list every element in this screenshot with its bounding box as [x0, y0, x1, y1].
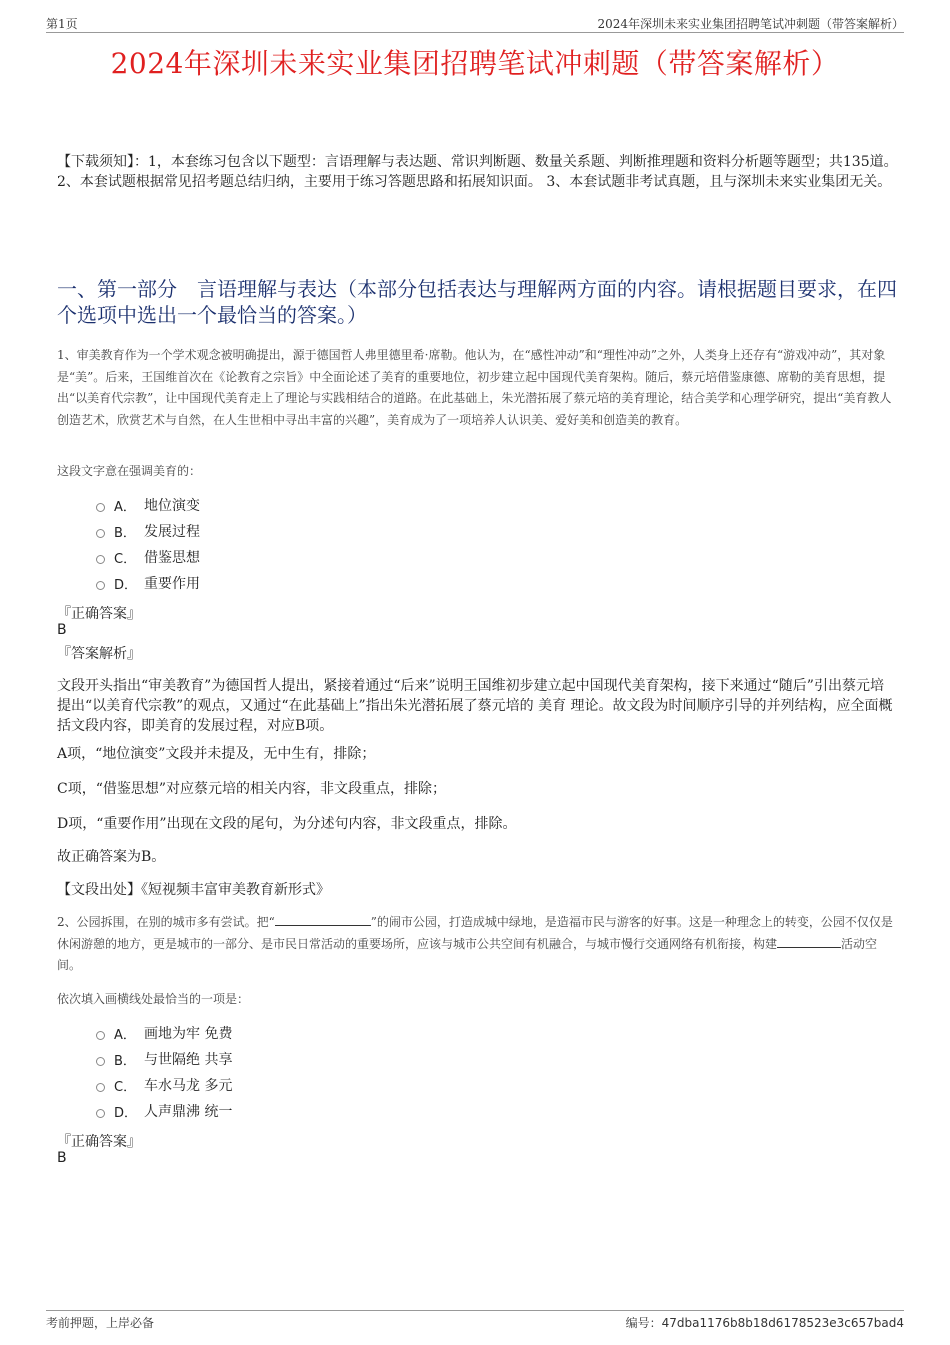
- option-c[interactable]: C． 借鉴思想: [96, 544, 200, 570]
- question-1-options: [96, 492, 200, 596]
- option-c[interactable]: C． 车水马龙 多元: [96, 1072, 232, 1098]
- question-2-options: [96, 1020, 232, 1124]
- answer-label: 『正确答案』: [57, 606, 141, 622]
- answer-value: B: [57, 622, 67, 638]
- download-notice: 【下载须知】：1，本套练习包含以下题型：言语理解与表达题、常识判断题、数量关系题、判断推理题和资料分析题等题型；共135道。 2、本套试题根据常见招考题总结归纳，主要用于练习答题思路和拓展知识面。 3、本套试题非考试真题，且与深圳未来实业集团无关。: [57, 154, 898, 190]
- radio-icon[interactable]: [96, 581, 105, 590]
- question-1-text: 1、审美教育作为一个学术观念被明确提出，源于德国哲人弗里德里希·席勒。他认为，在“感性冲动”和“理性冲动”之外，人类身上还存有“游戏冲动”，其对象是“美”。后来，王国维首次在《论教育之宗旨》中全面论述了美育的重要地位，初步建立起中国现代美育架构。随后，蔡元培借鉴康德、席勒的美育思想，提出“以美育代宗教”，让中国现代美育走上了理论与实践相结合的道路。在此基础上，朱光潜拓展了蔡元培的美育理论，结合美学和心理学研究，提出“美育教人创造艺术，欣赏艺术与自然，在人生世相中寻出丰富的兴趣”，美育成为了一项培养人认识美、爱好美和创造美的教育。: [57, 348, 892, 427]
- radio-icon[interactable]: [96, 1109, 105, 1118]
- text-source: 【文段出处】《短视频丰富审美教育新形式》: [57, 882, 330, 898]
- answer-label: 『正确答案』: [57, 1134, 141, 1150]
- analysis-option-c: C项，“借鉴思想”对应蔡元培的相关内容，非文段重点，排除；: [57, 781, 447, 797]
- footer-divider: [46, 1310, 904, 1311]
- option-d[interactable]: D． 重要作用: [96, 570, 200, 596]
- option-b[interactable]: B． 与世隔绝 共享: [96, 1046, 232, 1072]
- radio-icon[interactable]: [96, 503, 105, 512]
- footer-slogan: 考前押题，上岸必备: [46, 1316, 155, 1330]
- fill-blank-2[interactable]: [777, 935, 841, 948]
- question-2-ask: 依次填入画横线处最恰当的一项是：: [57, 992, 250, 1006]
- question-2-text: 2、公园拆围，在别的城市多有尝试。把“ ”的闹市公园，打造成城中绿地，是造福市民与游客的好事。这是一种理念上的转变，公园不仅仅是休闲游憩的地方，更是城市的一部分、是市民日常活动的重要场所，应该与城市公共空间有机融合，与城市慢行交通网络有机衔接，构建 活动空间。: [57, 915, 893, 972]
- option-d[interactable]: D． 人声鼎沸 统一: [96, 1098, 232, 1124]
- option-a[interactable]: A． 地位演变: [96, 492, 200, 518]
- analysis-label: 『答案解析』: [57, 646, 141, 662]
- footer-doc-code: 编号：47dba1176b8b18d6178523e3c657bad4: [625, 1316, 904, 1330]
- page-number: 第1页: [46, 17, 78, 31]
- header-doc-name: 2024年深圳未来实业集团招聘笔试冲刺题（带答案解析）: [597, 17, 904, 31]
- radio-icon[interactable]: [96, 1083, 105, 1092]
- radio-icon[interactable]: [96, 529, 105, 538]
- question-1-ask: 这段文字意在强调美育的：: [57, 464, 202, 478]
- page-header: [46, 12, 904, 33]
- option-b[interactable]: B． 发展过程: [96, 518, 200, 544]
- section-heading: 一、第一部分 言语理解与表达（本部分包括表达与理解两方面的内容。请根据题目要求，在四个选项中选出一个最恰当的答案。）: [57, 277, 897, 327]
- radio-icon[interactable]: [96, 1057, 105, 1066]
- analysis-conclusion: 故正确答案为B。: [57, 849, 166, 865]
- radio-icon[interactable]: [96, 555, 105, 564]
- analysis-option-a: A项，“地位演变”文段并未提及，无中生有，排除；: [57, 746, 376, 762]
- analysis-option-d: D项，“重要作用”出现在文段的尾句，为分述句内容，非文段重点，排除。: [57, 816, 517, 832]
- analysis-paragraph: 文段开头指出“审美教育”为德国哲人提出，紧接着通过“后来”说明王国维初步建立起中国现代美育架构，接下来通过“随后”引出蔡元培提出“以美育代宗教”的观点，又通过“在此基础上”指出朱光潜拓展了蔡元培的 美育 理论。故文段为时间顺序引导的并列结构，应全面概括文段内容，即美育的发展过程，对应B项。: [57, 678, 893, 734]
- answer-value: B: [57, 1150, 67, 1166]
- document-title: 2024年深圳未来实业集团招聘笔试冲刺题（带答案解析）: [110, 47, 840, 80]
- option-a[interactable]: A． 画地为牢 免费: [96, 1020, 232, 1046]
- fill-blank-1[interactable]: [275, 913, 371, 926]
- radio-icon[interactable]: [96, 1031, 105, 1040]
